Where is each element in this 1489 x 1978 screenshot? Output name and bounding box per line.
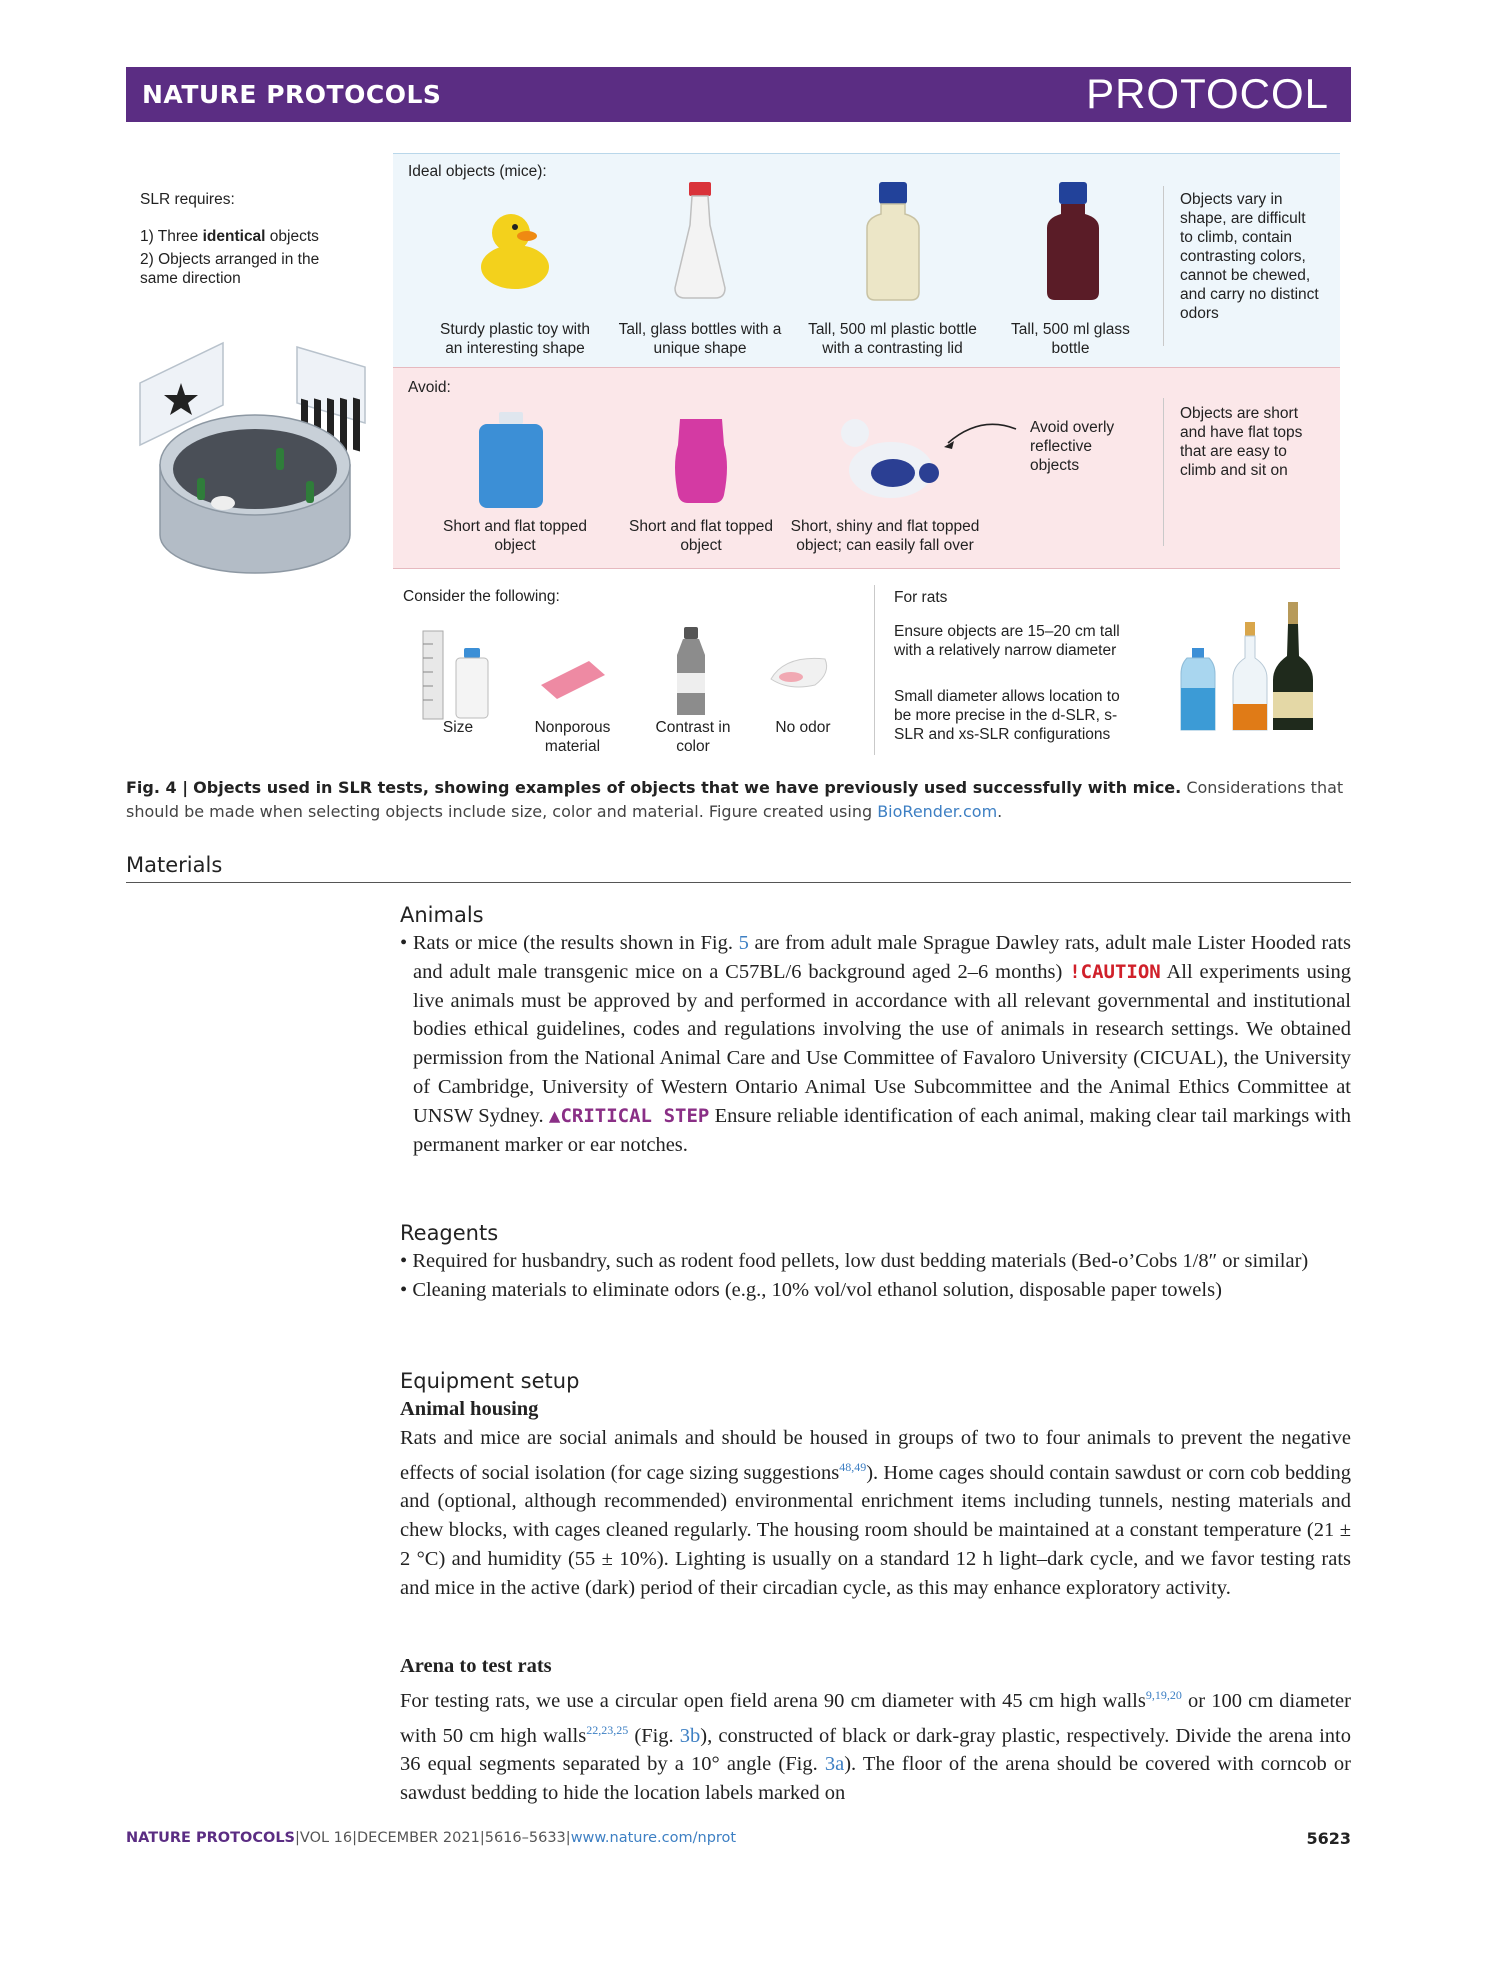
ceramic-bird-icon xyxy=(833,415,943,505)
equipment-heading: Equipment setup xyxy=(400,1369,580,1393)
slr-requirement-1: 1) Three identical objects xyxy=(140,228,319,245)
page-footer: NATURE PROTOCOLS|VOL 16|DECEMBER 2021|5616–5633|www.nature.com/nprot xyxy=(126,1830,737,1846)
ideal-item-caption-1: Sturdy plastic toy with an interesting shape xyxy=(440,321,590,357)
bottle-object-2 xyxy=(197,478,205,500)
caption-label: Fig. 4 | xyxy=(126,778,189,797)
footer-journal: NATURE PROTOCOLS xyxy=(126,1830,296,1846)
arena-paragraph: For testing rats, we use a circular open field arena 90 cm diameter with 45 cm high walls$^{9,19,20}$ or 100 cm diameter with 50 cm high walls$^{22,23,25}$ (Fig. 3b), constructed of black or dark-gray plastic, respectively. Divide the arena into 36 equal segments separated by a 10° angle (Fig. 3a). The floor of the arena should be covered with corncob or sawdust bedding to hide the location labels marked on xyxy=(400,1688,1351,1805)
caption-text: Considerations that should be made when selecting objects include size, color and material. Figure created using xyxy=(126,778,1344,821)
consider-caption-size: Size xyxy=(442,719,474,736)
footer-volume: VOL 16 xyxy=(299,1830,353,1846)
ideal-objects-note: Objects vary in shape, are difficult to climb, contain contrasting colors, cannot be chewed, and carry no distinct odors xyxy=(1180,191,1319,322)
ideal-item-caption-4: Tall, 500 ml glass bottle xyxy=(1011,321,1130,357)
pink-jar-icon xyxy=(670,415,732,505)
contrast-bottle-icon xyxy=(673,625,709,721)
rats-divider xyxy=(874,585,875,755)
blue-bottle-icon xyxy=(475,410,547,510)
critical-step-label: ▲CRITICAL STEP xyxy=(548,1104,710,1127)
glass-bottle-icon xyxy=(665,180,735,305)
footer-date: DECEMBER 2021 xyxy=(357,1830,480,1846)
rats-note-2: Small diameter allows location to be more precise in the d-SLR, s-SLR and xs-SLR configurations xyxy=(894,688,1120,743)
animal-housing-heading: Animal housing xyxy=(400,1398,539,1420)
reagent-item-1: • Required for husbandry, such as rodent food pellets, low dust bedding materials (Bed-o’Cobs 1/8″ or similar) xyxy=(400,1250,1309,1272)
housing-refs[interactable]: 48,49 xyxy=(839,1459,867,1474)
avoid-objects-note: Objects are short and have flat tops that are easy to climb and sit on xyxy=(1180,405,1303,479)
consider-title: Consider the following: xyxy=(403,588,560,605)
animals-bullet: • Rats or mice (the results shown in Fig. 5 are from adult male Sprague Dawley rats, adult male Lister Hooded rats and adult male transgenic mice on a C57BL/6 background aged 2–6 months) !CAUTION All experiments using live animals must be approved by and performed in accordance with all relevant governmental and institutional bodies ethical guidelines, codes and regulations involving the use of animals in research settings. We obtained permission from the National Animal Care and Use Committee of Favaloro University (CICUAL), the University of Cambridge, University of Western Ontario Animal Use Subcommittee and the Animal Ethics Committee at UNSW Sydney. ▲CRITICAL STEP Ensure reliable identification of each animal, making clear tail markings with permanent marker or ear notches. xyxy=(400,932,1352,1156)
caption-bold-text: Objects used in SLR tests, showing examples of objects that we have previously used successfully with mice. xyxy=(193,778,1182,797)
bottle-object-3 xyxy=(306,481,314,503)
materials-heading: Materials xyxy=(126,853,223,877)
critical-step-text: Ensure reliable identification of each animal, making clear tail markings with permanent marker or ear notches. xyxy=(413,1104,1352,1156)
caution-text: All experiments using live animals must be approved by and performed in accordance with all relevant governmental and institutional bodies ethical guidelines, codes and regulations involving the use of animals in research settings. We obtained permission from the National Animal Care and Use Committee of Favaloro University (CICUAL), the University of Cambridge, University of Western Ontario Animal Use Subcommittee and the Animal Ethics Committee at UNSW Sydney. xyxy=(413,960,1352,1127)
footer-url[interactable]: www.nature.com/nprot xyxy=(570,1830,737,1846)
reagents-heading: Reagents xyxy=(400,1221,499,1245)
reagents-list xyxy=(400,1247,1351,1305)
reagent-item-2: • Cleaning materials to eliminate odors (e.g., 10% vol/vol ethanol solution, disposable paper towels) xyxy=(400,1278,1222,1301)
slr-requires-title: SLR requires: xyxy=(140,191,235,208)
consider-caption-material: Nonporous material xyxy=(534,719,611,755)
figure-caption: Fig. 4 | Objects used in SLR tests, showing examples of objects that we have previously used successfully with mice. Considerations that should be made when selecting objects include size, color and material. Figure created using BioRender.com. xyxy=(126,778,1344,821)
ruler-icon xyxy=(422,630,444,720)
mouse-icon xyxy=(211,496,235,510)
consider-caption-contrast: Contrast in color xyxy=(655,719,731,755)
materials-divider xyxy=(126,882,1351,883)
animals-heading: Animals xyxy=(400,903,484,927)
avoid-arrow-note: Avoid overly reflective objects xyxy=(1030,419,1115,474)
bottle-object-1 xyxy=(276,448,284,470)
consider-caption-odor: No odor xyxy=(775,719,831,736)
avoid-item-caption-2: Short and flat topped object xyxy=(629,518,773,554)
avoid-objects-title: Avoid: xyxy=(408,379,451,396)
arena-refs-1[interactable]: 9,19,20 xyxy=(1145,1688,1182,1702)
footer-pages: 5616–5633 xyxy=(484,1830,566,1846)
slr-requires-block xyxy=(140,190,340,288)
article-type: PROTOCOL xyxy=(1086,70,1329,117)
slr-requirement-2: 2) Objects arranged in the same direction xyxy=(140,251,320,287)
no-odor-icon xyxy=(765,645,835,695)
fig-3a-link[interactable]: 3a xyxy=(824,1753,845,1776)
curved-arrow-icon xyxy=(940,415,1020,455)
caption-link[interactable]: BioRender.com xyxy=(877,802,998,821)
fig-3b-link[interactable]: 3b xyxy=(679,1724,701,1747)
avoid-item-caption-1: Short and flat topped object xyxy=(443,518,587,554)
caution-label: !CAUTION xyxy=(1069,960,1161,983)
ideal-item-caption-3: Tall, 500 ml plastic bottle with a contrasting lid xyxy=(808,321,977,357)
ideal-note-divider xyxy=(1163,186,1164,346)
arena-heading: Arena to test rats xyxy=(400,1655,552,1677)
eraser-icon xyxy=(537,655,609,705)
plastic-bottle-icon xyxy=(863,180,923,305)
page-number: 5623 xyxy=(1306,1829,1351,1848)
avoid-note-divider xyxy=(1163,398,1164,546)
glass-brown-bottle-icon xyxy=(1043,180,1103,305)
rat-bottles-icon xyxy=(1175,600,1325,735)
ideal-objects-title: Ideal objects (mice): xyxy=(408,163,547,180)
figure-4 xyxy=(0,0,1489,770)
arena-illustration xyxy=(135,335,375,585)
size-bottle-icon xyxy=(452,646,492,720)
avoid-item-caption-3: Short, shiny and flat topped object; can easily fall over xyxy=(790,518,980,554)
journal-name: NATURE PROTOCOLS xyxy=(142,80,442,109)
rats-note-1: Ensure objects are 15–20 cm tall with a relatively narrow diameter xyxy=(894,623,1120,659)
fig-5-link[interactable]: 5 xyxy=(738,932,749,954)
arena-refs-2[interactable]: 22,23,25 xyxy=(586,1722,629,1737)
ideal-item-caption-2: Tall, glass bottles with a unique shape xyxy=(618,321,782,357)
animal-housing-paragraph: Rats and mice are social animals and should be housed in groups of two to four animals to prevent the negative effects of social isolation (for cage sizing suggestions$^{48,49}$). Home cages should contain sawdust or corn cob bedding and (optional, although recommended) environmental enrichment items including tunnels, nesting materials and chew blocks, with cages cleaned regularly. The housing room should be maintained at a constant temperature (21 ± 2 °C) and humidity (55 ± 10%). Lighting is usually on a standard 12 h light–dark cycle, and we favor testing rats and mice in the active (dark) period of their circadian cycle, as this may enhance exploratory activity. xyxy=(400,1427,1351,1599)
rats-title: For rats xyxy=(894,589,948,606)
rubber-duck-icon xyxy=(475,205,555,295)
